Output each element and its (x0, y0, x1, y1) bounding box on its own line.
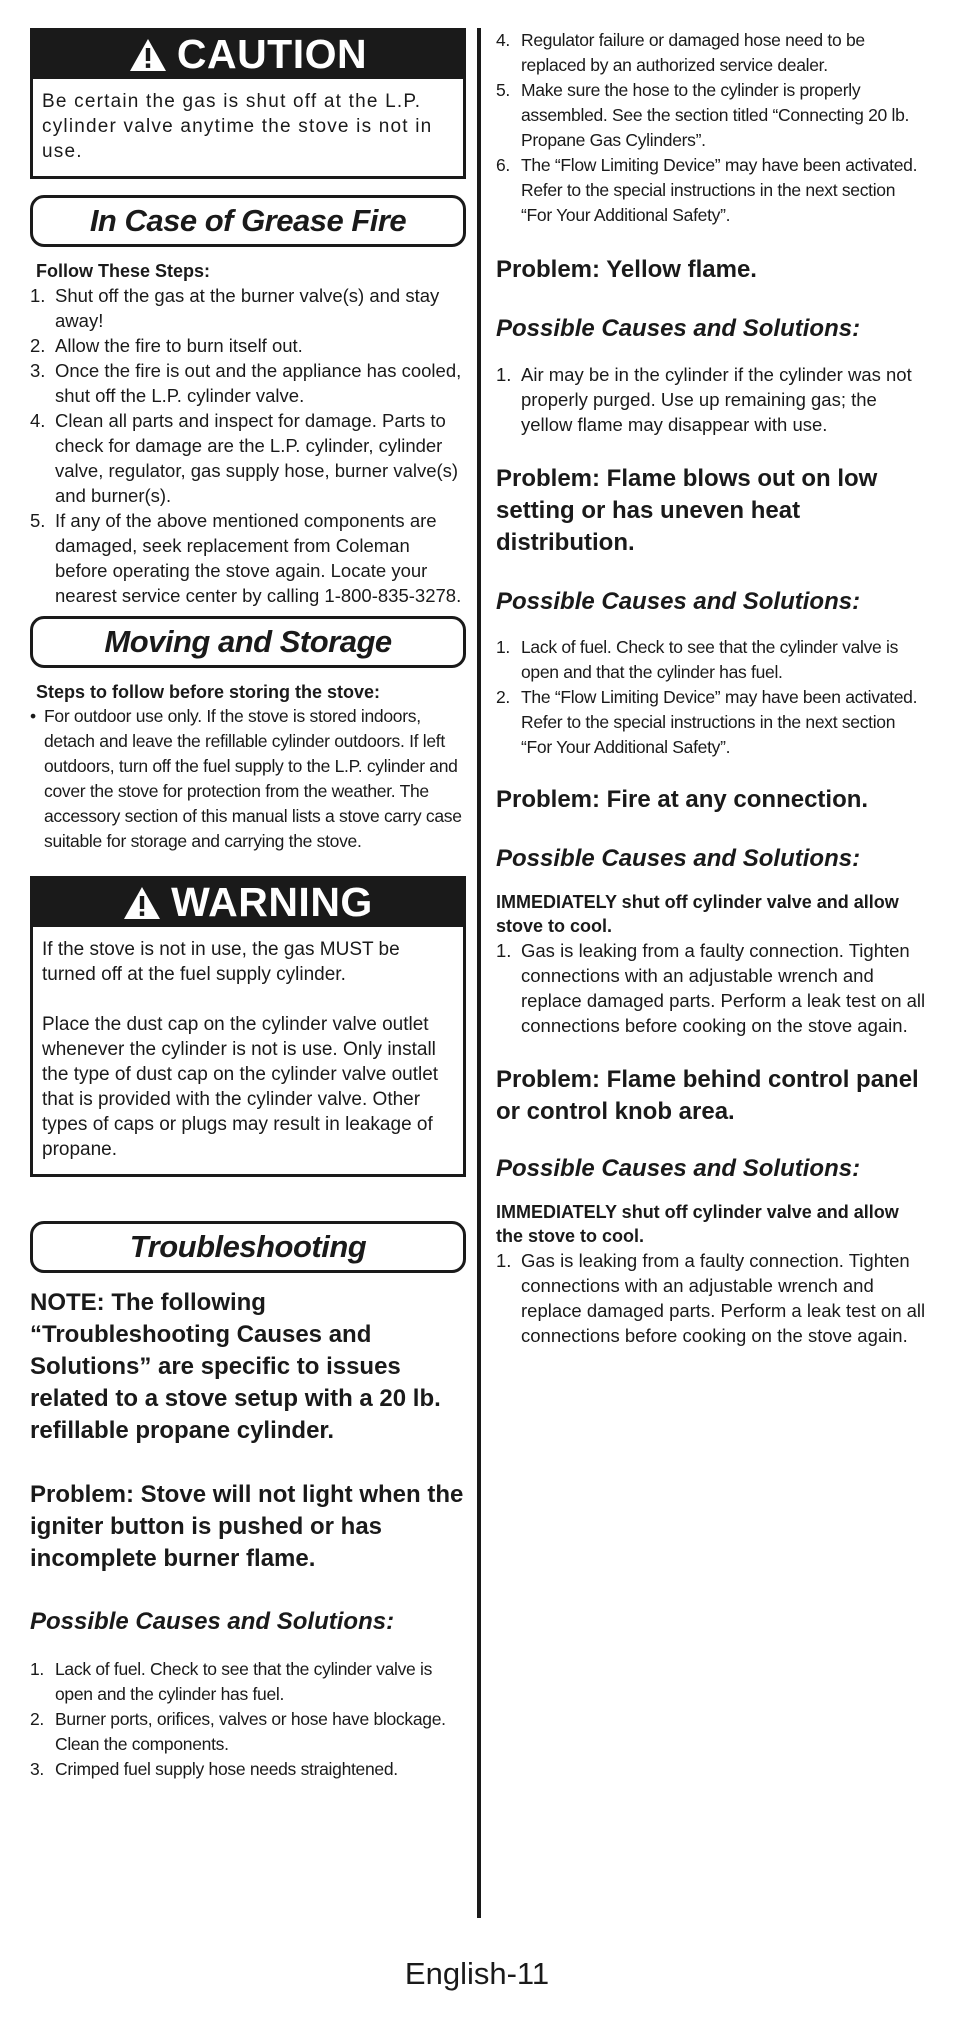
problem-5-causes (496, 1248, 926, 1348)
problem-title: Problem: Yellow flame. (496, 256, 757, 283)
problem-1-causes (30, 1657, 466, 1782)
page-number: English-11 (404, 1956, 550, 1991)
grease-fire-steps (30, 283, 466, 608)
causes-label: Possible Causes and Solutions: (30, 1608, 395, 1635)
warning-body (33, 927, 463, 1174)
list-item: 1. Air may be in the cylinder if the cylinder was not properly purged. Use up remaining gas; the yellow flame may disappear with use. (496, 364, 912, 435)
storage-subheading: Steps to follow before storing the stove: (36, 682, 381, 702)
storage-bullets (30, 704, 466, 854)
list-item: 2. Allow the fire to burn itself out. (30, 335, 303, 356)
problem-1-causes-continued (496, 28, 926, 228)
list-item: 1. Shut off the gas at the burner valve(s) and stay away! (30, 285, 440, 331)
caution-header (33, 31, 463, 79)
list-item: 1. Gas is leaking from a faulty connection. Tighten connections with an adjustable wrench and replace damaged parts. Perform a leak test on all connections before cooking on the stove again. (496, 1250, 926, 1346)
caution-title: CAUTION (176, 31, 368, 77)
causes-label: Possible Causes and Solutions: (496, 1155, 861, 1182)
immediate-instruction: IMMEDIATELY shut off cylinder valve and allow stove to cool. (496, 892, 899, 936)
problem-title: Problem: Fire at any connection. (496, 786, 869, 813)
warning-paragraph: Place the dust cap on the cylinder valve outlet whenever the cylinder is not is use. Only install the type of dust cap on the cylinder valve outlet that is provided with the cylinder valve. Other types of caps or plugs may result in leakage of propane. (42, 1014, 439, 1160)
list-item: 2. The “Flow Limiting Device” may have been activated. Refer to the special instructions in the next section “For Your Additional Safety”. (496, 687, 918, 757)
grease-fire-subheading: Follow These Steps: (36, 261, 211, 281)
list-item: 5. If any of the above mentioned components are damaged, seek replacement from Coleman before operating the stove again. Locate your nearest service center by calling 1-800-835-3278. (30, 510, 462, 606)
list-item: 2. Burner ports, orifices, valves or hose have blockage. Clean the components. (30, 1709, 446, 1754)
storage-heading: Moving and Storage (30, 616, 466, 668)
warning-header (33, 879, 463, 927)
causes-label: Possible Causes and Solutions: (496, 588, 861, 615)
warning-title: WARNING (171, 879, 373, 925)
problem-3-causes (496, 635, 926, 760)
list-item: 1. Lack of fuel. Check to see that the cylinder valve is open and the cylinder has fuel. (30, 1659, 433, 1704)
warning-triangle-icon (123, 886, 161, 920)
right-column (496, 28, 926, 1348)
problem-title: Problem: Flame behind control panel or control knob area. (496, 1066, 919, 1125)
list-item: 3. Crimped fuel supply hose needs straightened. (30, 1759, 398, 1779)
grease-fire-heading: In Case of Grease Fire (30, 195, 466, 247)
list-item: • For outdoor use only. If the stove is stored indoors, detach and leave the refillable cylinder outdoors. If left outdoors, turn off the fuel supply to the L.P. cylinder and cover the stove for protection from the weather. The accessory section of this manual lists a stove carry case suitable for storage and carrying the stove. (30, 706, 462, 851)
list-item: 4. Regulator failure or damaged hose need to be replaced by an authorized service dealer. (496, 30, 865, 75)
list-item: 6. The “Flow Limiting Device” may have been activated. Refer to the special instructions in the next section “For Your Additional Safety”. (496, 155, 918, 225)
left-column (30, 28, 466, 1782)
causes-label: Possible Causes and Solutions: (496, 315, 861, 342)
caution-box (30, 28, 466, 179)
list-item: 1. Lack of fuel. Check to see that the cylinder valve is open and that the cylinder has fuel. (496, 637, 899, 682)
caution-text: Be certain the gas is shut off at the L.P. cylinder valve anytime the stove is not in use. (42, 91, 433, 162)
warning-triangle-icon (129, 38, 167, 72)
warning-paragraph: If the stove is not in use, the gas MUST be turned off at the fuel supply cylinder. (42, 939, 400, 985)
list-item: 4. Clean all parts and inspect for damage. Parts to check for damage are the L.P. cylinder, cylinder valve, regulator, gas supply hose, burner valve(s) and burner(s). (30, 410, 459, 506)
list-item: 1. Gas is leaking from a faulty connection. Tighten connections with an adjustable wrench and replace damaged parts. Perform a leak test on all connections before cooking on the stove again. (496, 940, 926, 1036)
list-item: 3. Once the fire is out and the appliance has cooled, shut off the L.P. cylinder valve. (30, 360, 462, 406)
problem-4-causes (496, 938, 926, 1038)
warning-box (30, 876, 466, 1177)
immediate-instruction: IMMEDIATELY shut off cylinder valve and allow the stove to cool. (496, 1202, 899, 1246)
problem-2-causes (496, 362, 926, 437)
column-divider (477, 28, 481, 1918)
list-item: 5. Make sure the hose to the cylinder is properly assembled. See the section titled “Connecting 20 lb. Propane Gas Cylinders”. (496, 80, 910, 150)
troubleshooting-heading: Troubleshooting (30, 1221, 466, 1273)
causes-label: Possible Causes and Solutions: (496, 845, 861, 872)
troubleshooting-note: NOTE: The following “Troubleshooting Causes and Solutions” are specific to issues related to a stove setup with a 20 lb. refillable propane cylinder. (30, 1289, 441, 1444)
problem-title: Problem: Stove will not light when the igniter button is pushed or has incomplete burner flame. (30, 1481, 464, 1572)
problem-title: Problem: Flame blows out on low setting or has uneven heat distribution. (496, 465, 878, 556)
